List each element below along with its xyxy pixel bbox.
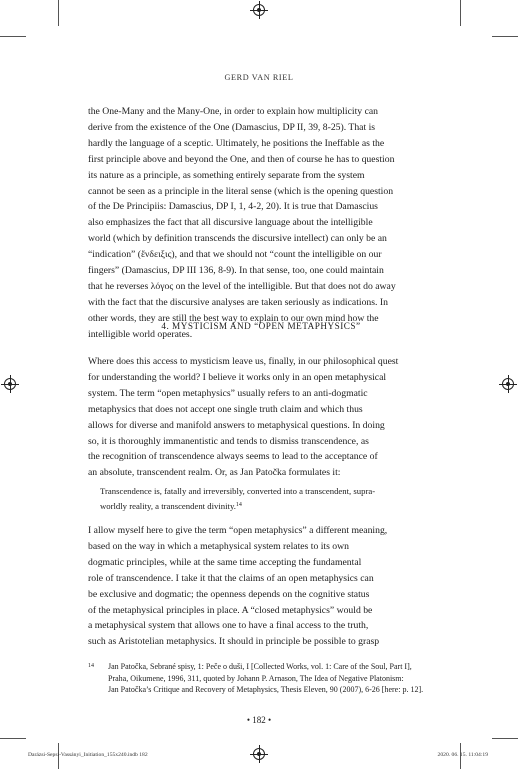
print-slug-file: Darázsi-Sepsi-Vassányi_Initiation_155x240.indb 182 [28, 752, 148, 758]
crop-mark [492, 738, 518, 739]
section-heading: 4. MYSTICISM AND “OPEN METAPHYSICS” [161, 321, 361, 331]
registration-mark-icon [253, 4, 265, 16]
block-quote: Transcendence is, fatally and irreversibly, converted into a transcendent, supra- worldly reality, a transcendent divinity.$^{14}$ [100, 486, 376, 511]
crop-mark [460, 0, 461, 26]
print-slug-timestamp: 2020. 06. 15. 11:04:19 [437, 752, 488, 758]
registration-mark-icon [502, 378, 514, 390]
lower-paragraph: I allow myself here to give the term “open metaphysics” a different meaning, based on the way in which a metaphysical system relates to its own dogmatic principles, while at the same time accepting the fundamental role of transcendence. I take it that the claims of an open metaphysics can be exclusive and dogmatic; the openness depends on the cognitive status of the metaphysical principles in place. A “closed metaphysics” would be a metaphysical system that allows one to have a final access to the truth, such as Aristotelian metaphysics. It should in principle be possible to grasp [88, 525, 388, 648]
middle-paragraph: Where does this access to mysticism leave us, finally, in our philosophical quest for understanding the world? I believe it works only in an open metaphysical system. The term “open metaphysics” usually refers to an anti-dogmatic metaphysics that does not accept one single truth claim and which thus allows for diverse and manifold answers to metaphysical questions. In doing so, it is thoroughly immanentistic and tends to dismiss transcendence, as the recognition of transcendence always seems to lead to the acceptance of an absolute, transcendent realm. Or, as Jan Patočka formulates it: [88, 356, 399, 479]
crop-mark [0, 738, 26, 739]
footnote: 14 Jan Patočka, Sebrané spisy, 1: Peče o duši, I [Collected Works, vol. 1: Care of the Soul, Part I], Praha, Oikumene, 1996, 311, quoted by Johann P. Arnason, The Idea of Negative Platonism: Jan Patočka’s Critique and Recovery of Metaphysics, Thesis Eleven, 90 (2007), 6-26 [here: p. 12]. [88, 662, 424, 695]
footnote-number: 14 [88, 663, 94, 669]
page-number: • 182 • [246, 715, 272, 725]
crop-mark [492, 36, 518, 37]
crop-mark [58, 0, 59, 26]
footnote-ref: 14 [235, 502, 242, 508]
crop-mark [0, 36, 26, 37]
top-paragraph: the One-Many and the Many-One, in order to explain how multiplicity can derive from the existence of the One (Damascius, DP II, 39, 8-25). That is hardly the language of a sceptic. Ultimately, he positions the Ineffable as the first principle above and beyond the One, and then of course he has to question its nature as a principle, as something entirely separate from the system cannot be seen as a principle in the literal sense (which is the opening question of the De Principiis: Damascius, DP I, 1, 4-2, 20). It is true that Damascius also emphasizes the fact that all discursive language about the intelligible world (which by definition transcends the discursive intellect) can only be an “indication” (ἔνδειξις), and that we should not “count the intelligible on our fingers” (Damascius, DP III 136, 8-9). In that sense, too, one could maintain that he reverses λόγος on the level of the intelligible. But that does not do away with the fact that the discursive analyses are taken seriously as indications. In other words, they are still the best way to explain to our own mind how the intelligible world operates. [88, 106, 396, 340]
registration-mark-icon [4, 378, 16, 390]
registration-mark-icon [253, 748, 265, 760]
running-head: GERD VAN RIEL [224, 73, 294, 82]
